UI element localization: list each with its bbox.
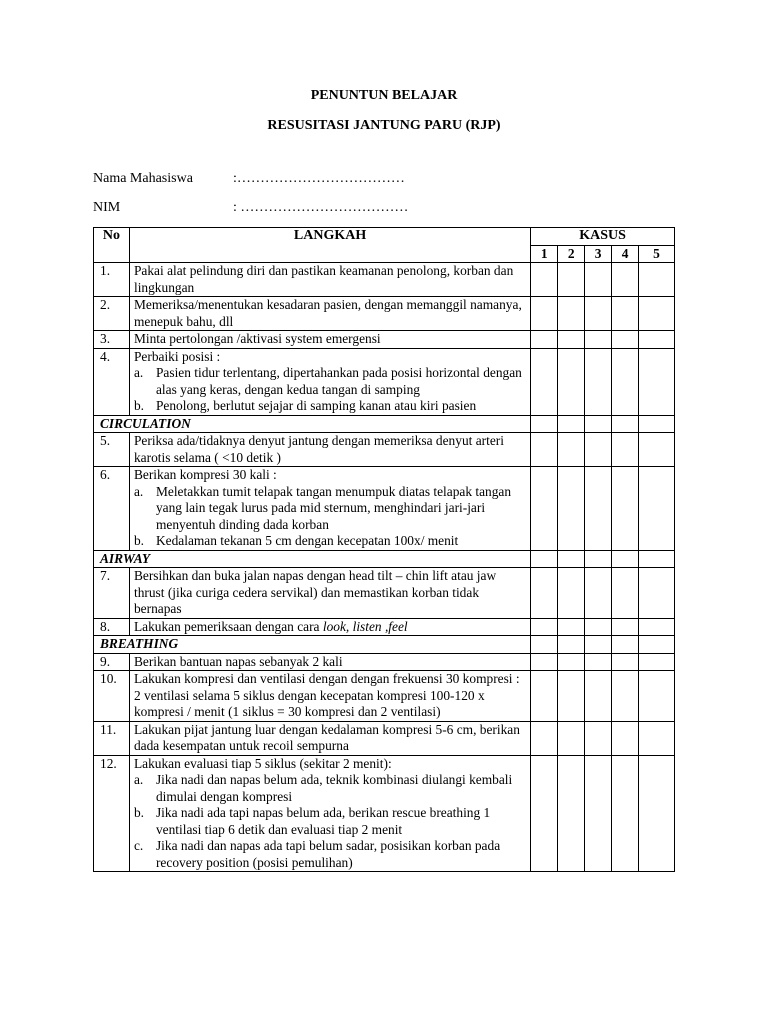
table-row [94, 618, 675, 636]
kasus-check-cell[interactable] [585, 433, 612, 467]
kasus-check-cell[interactable] [531, 568, 558, 619]
kasus-check-cell[interactable] [612, 618, 639, 636]
step-text: Pakai alat pelindung diri dan pastikan keamanan penolong, korban dan lingkungan [133, 263, 514, 295]
step-text: Lakukan kompresi dan ventilasi dengan dengan frekuensi 30 kompresi : 2 ventilasi selama 5 siklus dengan kecepatan kompresi 100-120 x kompresi / menit (1 siklus = 30 kompresi dan 2 ventilasi) [133, 671, 520, 719]
table-row [94, 263, 675, 297]
kasus-check-cell[interactable] [558, 467, 585, 551]
step-number: 11. [94, 721, 130, 755]
kasus-check-cell[interactable] [531, 636, 558, 654]
kasus-check-cell[interactable] [531, 348, 558, 415]
section-label: AIRWAY [94, 550, 531, 568]
kasus-check-cell[interactable] [585, 297, 612, 331]
kasus-check-cell[interactable] [612, 671, 639, 722]
sub-step-letter: a. [133, 365, 144, 380]
kasus-check-cell[interactable] [558, 415, 585, 433]
kasus-check-cell[interactable] [639, 653, 675, 671]
step-text-cell [129, 653, 530, 671]
step-number: 4. [94, 348, 130, 415]
kasus-check-cell[interactable] [612, 263, 639, 297]
step-text: Berikan bantuan napas sebanyak 2 kali [133, 653, 343, 669]
kasus-check-cell[interactable] [531, 263, 558, 297]
sub-step [134, 838, 526, 871]
kasus-check-cell[interactable] [531, 433, 558, 467]
table-row [94, 671, 675, 722]
kasus-check-cell[interactable] [531, 331, 558, 349]
kasus-check-cell[interactable] [639, 433, 675, 467]
sub-step-letter: a. [133, 483, 144, 499]
sub-step-letter: b. [133, 805, 145, 820]
kasus-check-cell[interactable] [585, 721, 612, 755]
step-text-cell [129, 568, 530, 619]
kasus-check-cell[interactable] [585, 568, 612, 619]
kasus-check-cell[interactable] [585, 331, 612, 349]
kasus-check-cell[interactable] [639, 755, 675, 872]
kasus-check-cell[interactable] [585, 550, 612, 568]
kasus-check-cell[interactable] [639, 348, 675, 415]
table-row [94, 348, 675, 415]
step-number: 6. [94, 467, 130, 551]
step-number: 9. [94, 653, 130, 671]
kasus-check-cell[interactable] [531, 671, 558, 722]
kasus-check-cell[interactable] [585, 653, 612, 671]
step-number: 7. [94, 568, 130, 619]
kasus-check-cell[interactable] [558, 433, 585, 467]
header-no: No [94, 228, 130, 263]
kasus-check-cell[interactable] [531, 415, 558, 433]
kasus-check-cell[interactable] [639, 331, 675, 349]
step-text: Lakukan pijat jantung luar dengan kedalaman kompresi 5-6 cm, berikan dada kesempatan untuk recoil sempurna [133, 721, 520, 753]
table-row [94, 467, 675, 551]
step-number: 5. [94, 433, 130, 467]
sub-step-letter: b. [133, 533, 145, 548]
step-text: Minta pertolongan /aktivasi system emergensi [133, 331, 381, 346]
sub-step-letter: c. [133, 838, 144, 853]
document-subtitle: RESUSITASI JANTUNG PARU (RJP) [267, 118, 501, 133]
table-row [94, 297, 675, 331]
step-number: 2. [94, 297, 130, 331]
sub-step [134, 772, 526, 805]
step-text: Memeriksa/menentukan kesadaran pasien, dengan memanggil namanya, menepuk bahu, dll [133, 297, 522, 329]
kasus-number: 4 [612, 245, 639, 263]
sub-step [134, 484, 526, 534]
document-title: PENUNTUN BELAJAR [310, 88, 458, 103]
kasus-check-cell[interactable] [585, 618, 612, 636]
kasus-check-cell[interactable] [531, 755, 558, 872]
step-text: Lakukan pemeriksaan dengan cara [133, 618, 323, 634]
kasus-check-cell[interactable] [585, 415, 612, 433]
table-row [94, 331, 675, 349]
nim-field [93, 200, 408, 216]
kasus-check-cell[interactable] [612, 636, 639, 654]
kasus-check-cell[interactable] [639, 568, 675, 619]
kasus-check-cell[interactable] [585, 636, 612, 654]
kasus-check-cell[interactable] [558, 568, 585, 619]
step-text-cell [129, 671, 530, 722]
step-text: Periksa ada/tidaknya denyut jantung dengan memeriksa denyut arteri karotis selama ( <10 detik ) [133, 433, 504, 465]
nim-label: NIM [93, 200, 121, 215]
kasus-check-cell[interactable] [558, 263, 585, 297]
kasus-check-cell[interactable] [558, 721, 585, 755]
kasus-check-cell[interactable] [639, 636, 675, 654]
kasus-check-cell[interactable] [558, 618, 585, 636]
step-text-cell [129, 433, 530, 467]
kasus-check-cell[interactable] [639, 263, 675, 297]
kasus-check-cell[interactable] [612, 467, 639, 551]
sub-step-text: Pasien tidur terlentang, dipertahankan pada posisi horizontal dengan alas yang keras, dengan kedua tangan di samping [155, 365, 522, 397]
section-label: BREATHING [94, 636, 531, 654]
kasus-check-cell[interactable] [612, 755, 639, 872]
kasus-number: 2 [558, 245, 585, 263]
kasus-check-cell[interactable] [585, 671, 612, 722]
kasus-check-cell[interactable] [612, 721, 639, 755]
kasus-check-cell[interactable] [639, 671, 675, 722]
sub-step-text: Jika nadi ada tapi napas belum ada, berikan rescue breathing 1 ventilasi tiap 6 detik dan evaluasi tiap 2 menit [155, 805, 491, 837]
step-number: 1. [94, 263, 130, 297]
kasus-check-cell[interactable] [558, 550, 585, 568]
sub-step-text: Meletakkan tumit telapak tangan menumpuk diatas telapak tangan yang lain tegak lurus pada mid sternum, menghindari jari-jari menyentuh dinding dada korban [155, 483, 512, 532]
kasus-check-cell[interactable] [612, 331, 639, 349]
kasus-check-cell[interactable] [612, 433, 639, 467]
kasus-check-cell[interactable] [558, 297, 585, 331]
kasus-check-cell[interactable] [639, 297, 675, 331]
kasus-check-cell[interactable] [585, 263, 612, 297]
sub-step [134, 398, 526, 415]
step-number: 10. [94, 671, 130, 722]
kasus-check-cell[interactable] [558, 653, 585, 671]
kasus-check-cell[interactable] [612, 568, 639, 619]
kasus-number: 5 [639, 245, 675, 263]
table-row [94, 721, 675, 755]
step-text-cell [129, 263, 530, 297]
sub-step-text: Penolong, berlutut sejajar di samping kanan atau kiri pasien [155, 398, 477, 413]
kasus-check-cell[interactable] [612, 415, 639, 433]
sub-step-letter: b. [133, 398, 145, 413]
section-row [94, 550, 675, 568]
section-row [94, 636, 675, 654]
step-text-cell [129, 297, 530, 331]
step-text-cell [129, 618, 530, 636]
table-row [94, 433, 675, 467]
table-row [94, 653, 675, 671]
step-text-cell [129, 755, 530, 872]
step-number: 3. [94, 331, 130, 349]
checklist-body [94, 263, 675, 872]
sub-step-letter: a. [133, 772, 144, 787]
step-text-cell [129, 331, 530, 349]
section-row [94, 415, 675, 433]
nim-value[interactable]: : ……………………………… [233, 200, 409, 215]
kasus-number: 3 [585, 245, 612, 263]
kasus-check-cell[interactable] [612, 348, 639, 415]
step-number: 12. [94, 755, 130, 872]
step-text-cell [129, 467, 530, 551]
step-text: Berikan kompresi 30 kali : [133, 467, 277, 482]
kasus-check-cell[interactable] [585, 348, 612, 415]
step-text: Bersihkan dan buka jalan napas dengan head tilt – chin lift atau jaw thrust (jika curiga cedera servikal) dan memastikan korban tidak bernapas [133, 568, 497, 616]
kasus-check-cell[interactable] [558, 348, 585, 415]
kasus-check-cell[interactable] [639, 467, 675, 551]
kasus-check-cell[interactable] [639, 550, 675, 568]
sub-step [134, 365, 526, 398]
kasus-check-cell[interactable] [585, 467, 612, 551]
step-text-italic: look, listen ,feel [322, 618, 408, 634]
kasus-check-cell[interactable] [531, 653, 558, 671]
step-text-cell [129, 721, 530, 755]
kasus-check-cell[interactable] [531, 721, 558, 755]
step-text: Perbaiki posisi : [133, 348, 221, 364]
sub-step-text: Jika nadi dan napas ada tapi belum sadar, posisikan korban pada recovery position (posisi pemulihan) [155, 838, 501, 870]
kasus-check-cell[interactable] [639, 721, 675, 755]
sub-step-text: Jika nadi dan napas belum ada, teknik kombinasi diulangi kembali dimulai dengan kompresi [155, 772, 513, 804]
nama-mahasiswa-label: Nama Mahasiswa [93, 171, 193, 186]
nama-mahasiswa-field [93, 171, 405, 187]
section-label: CIRCULATION [94, 415, 531, 433]
sub-step [134, 533, 526, 550]
sub-step-text: Kedalaman tekanan 5 cm dengan kecepatan 100x/ menit [155, 533, 459, 548]
table-row [94, 755, 675, 872]
kasus-check-cell[interactable] [531, 618, 558, 636]
kasus-check-cell[interactable] [558, 671, 585, 722]
header-kasus: KASUS [531, 228, 675, 246]
nama-mahasiswa-value[interactable]: :……………………………… [233, 171, 405, 186]
step-number: 8. [94, 618, 130, 636]
kasus-check-cell[interactable] [531, 467, 558, 551]
kasus-check-cell[interactable] [612, 653, 639, 671]
header-langkah: LANGKAH [129, 228, 530, 263]
kasus-number: 1 [531, 245, 558, 263]
kasus-check-cell[interactable] [612, 297, 639, 331]
kasus-check-cell[interactable] [639, 618, 675, 636]
kasus-check-cell[interactable] [531, 550, 558, 568]
checklist-table [93, 227, 675, 872]
kasus-check-cell[interactable] [558, 636, 585, 654]
kasus-check-cell[interactable] [531, 297, 558, 331]
step-text-cell [129, 348, 530, 415]
kasus-check-cell[interactable] [558, 331, 585, 349]
kasus-check-cell[interactable] [558, 755, 585, 872]
table-row [94, 568, 675, 619]
step-text: Lakukan evaluasi tiap 5 siklus (sekitar 2 menit): [133, 755, 392, 771]
kasus-check-cell[interactable] [639, 415, 675, 433]
kasus-check-cell[interactable] [585, 755, 612, 872]
kasus-check-cell[interactable] [612, 550, 639, 568]
sub-step [134, 805, 526, 838]
